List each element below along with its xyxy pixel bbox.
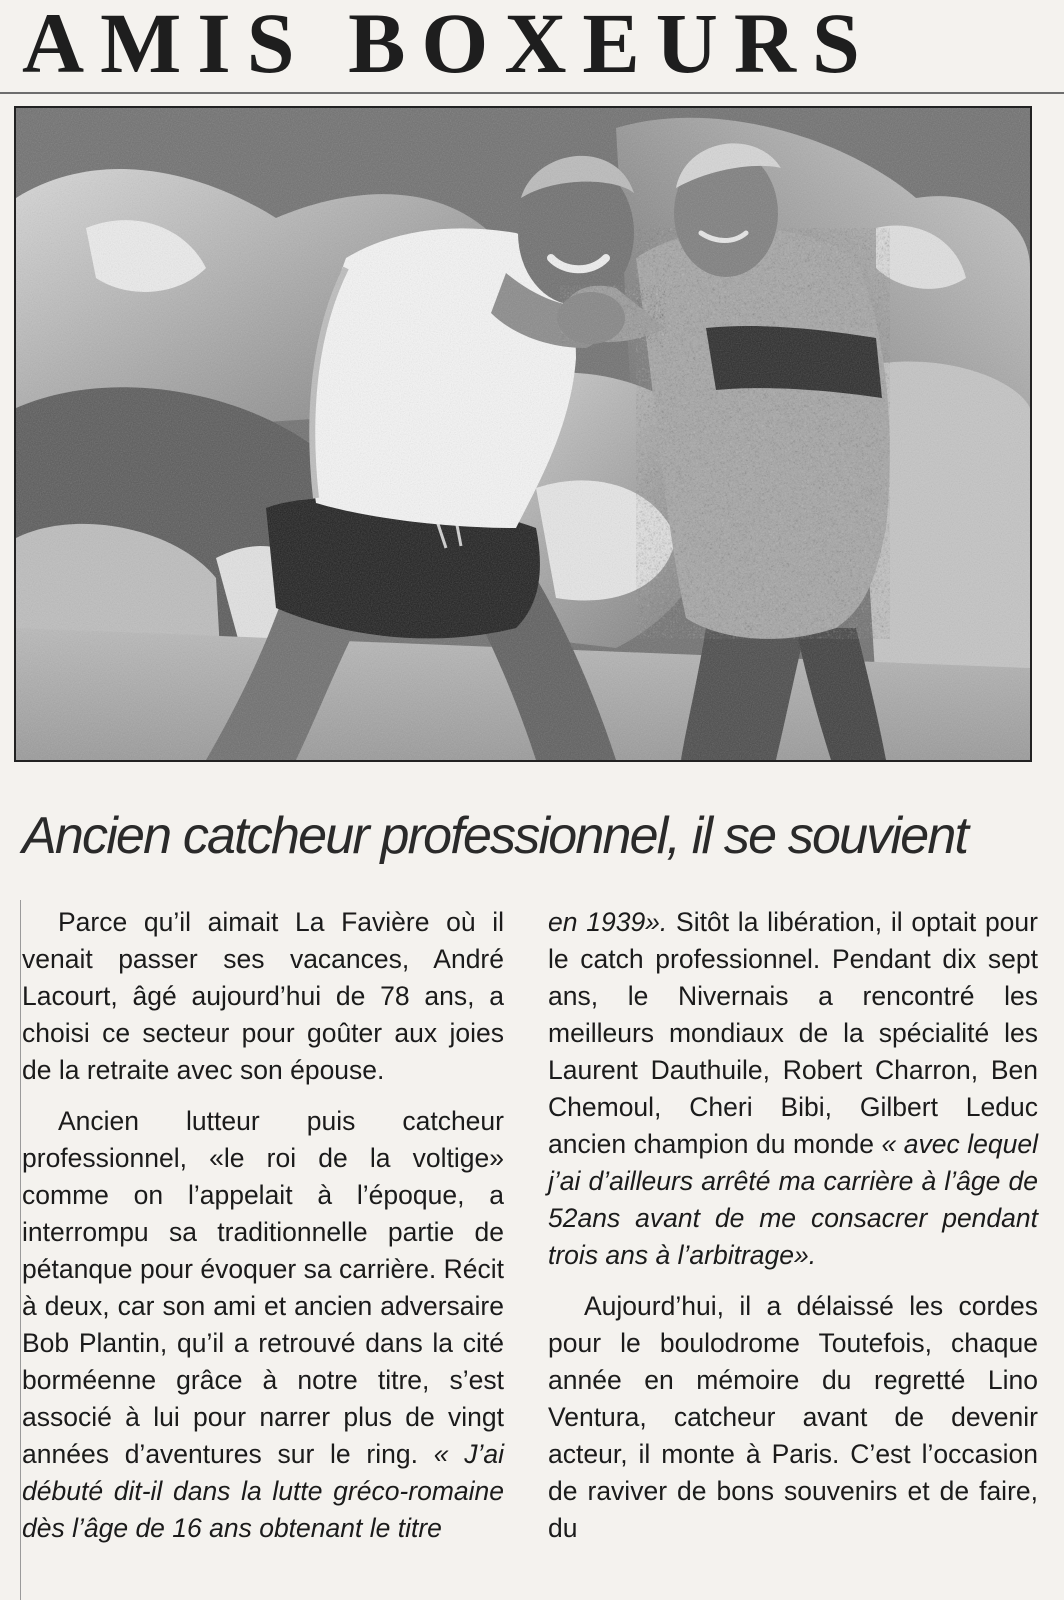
paragraph-text: Ancien lutteur puis catcheur professionnel, «le roi de la voltige» comme on l’appelait à l’époque, a interrompu sa traditionnelle partie de pétanque pour évoquer sa carrière. Récit à deux, car son ami et ancien adversaire Bob Plantin, qu’il a retrouvé dans la cité borméenne grâce à notre titre, s’est associé à lui pour narrer plus de vingt années d’aventures sur le ring.: [22, 1106, 504, 1469]
paragraph: [548, 904, 1038, 1274]
paragraph-text: Sitôt la libération, il optait pour le catch professionnel. Pendant dix sept ans, le Nivernais a rencontré les meilleurs mondiaux de la spécialité les Laurent Dauthuile, Robert Charron, Ben Chemoul, Cheri Bibi, Gilbert Leduc ancien champion du monde: [548, 907, 1038, 1159]
article-headline: Ancien catcheur professionnel, il se souvient: [22, 807, 968, 865]
article-column-left: [22, 904, 504, 1561]
title-rule: [0, 92, 1064, 94]
article-photo: [14, 106, 1032, 762]
column-rule: [20, 900, 21, 1600]
paragraph: [22, 1103, 504, 1547]
paragraph: Parce qu’il aimait La Favière où il venait passer ses vacances, André Lacourt, âgé aujourd’hui de 78 ans, a choisi ce secteur pour goûter aux joies de la retraite avec son épouse.: [22, 907, 504, 1085]
article-column-right: [548, 904, 1038, 1561]
page-title: AMIS BOXEURS: [22, 0, 876, 91]
quote-text: en 1939».: [548, 907, 668, 937]
quote-text: « avec lequel j’ai d’ailleurs arrêté ma carrière à l’âge de 52ans avant de me consacrer pendant trois ans à l’arbitrage».: [548, 1129, 1038, 1270]
paragraph: Aujourd’hui, il a délaissé les cordes pour le boulodrome Toutefois, chaque année en mémoire du regretté Lino Ventura, catcheur avant de devenir acteur, il monte à Paris. C’est l’occasion de raviver de bons souvenirs et de faire, du: [548, 1291, 1038, 1543]
photo-illustration: [16, 108, 1030, 760]
quote-text: « J’ai débuté dit-il dans la lutte gréco-romaine dès l’âge de 16 ans obtenant le titre: [22, 1439, 504, 1543]
